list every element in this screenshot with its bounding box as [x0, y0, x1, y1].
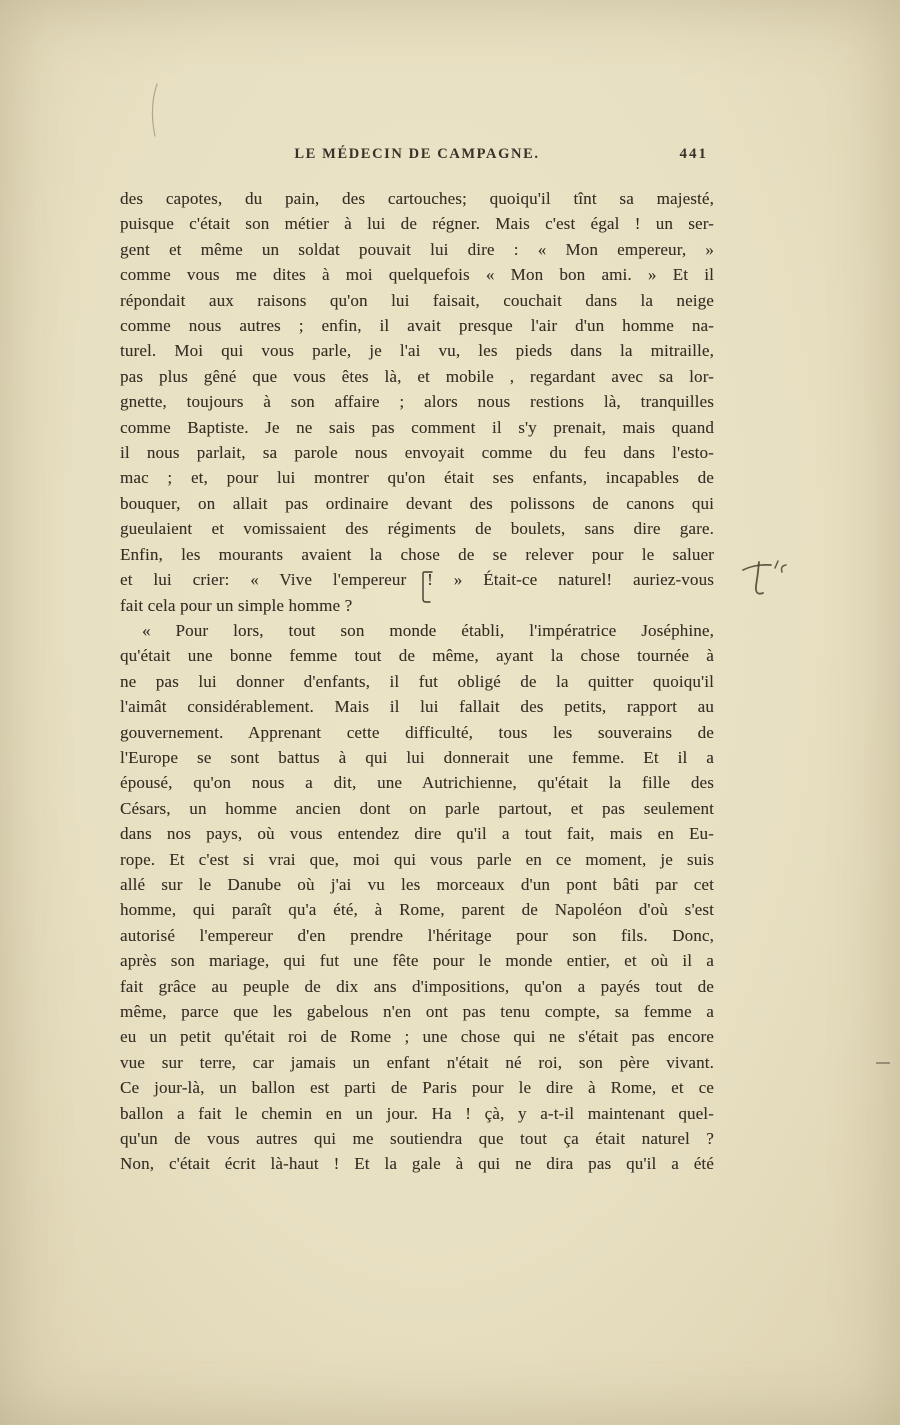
- text-line: Enfin, les mourants avaient la chose de se relever pour le saluer: [120, 544, 714, 564]
- text-line: des capotes, du pain, des cartouches; quoiqu'il tînt sa majesté,: [120, 189, 714, 208]
- paragraph: [120, 186, 714, 618]
- text-line: dans nos pays, où vous entendez dire qu'il a tout fait, mais en Eu-: [120, 824, 714, 844]
- text-line: comme Baptiste. Je ne sais pas comment il s'y prenait, mais quand: [120, 417, 714, 437]
- text-line: turel. Moi qui vous parle, je l'ai vu, les pieds dans la mitraille,: [120, 341, 714, 361]
- handwritten-margin-mark: [733, 556, 789, 608]
- scan-artifact-mark: [143, 80, 163, 140]
- text-line: fait cela pour un simple homme ?: [120, 595, 353, 615]
- text-line: Césars, un homme ancien dont on parle partout, et pas seulement: [120, 798, 714, 818]
- text-line: il nous parlait, sa parole nous envoyait comme du feu dans l'esto-: [120, 443, 714, 463]
- text-line: comme vous me dites à moi quelquefois « Mon bon ami. » Et il: [120, 265, 714, 285]
- text-line: gueulaient et vomissaient des régiments de boulets, sans dire gare.: [120, 519, 714, 539]
- text-line: épousé, qu'on nous a dit, une Autrichienne, qu'était la fille des: [120, 773, 714, 793]
- proof-bracket-mark: [420, 569, 436, 605]
- text-line: bouquer, on allait pas ordinaire devant des polissons de canons qui: [120, 493, 714, 513]
- text-line: même, parce que les gabelous n'en ont pas tenu compte, sa femme a: [120, 1002, 714, 1021]
- text-line: autorisé l'empereur d'en prendre l'héritage pour son fils. Donc,: [120, 925, 714, 945]
- text-line: pas plus gêné que vous êtes là, et mobile , regardant avec sa lor-: [120, 366, 714, 386]
- text-line: répondait aux raisons qu'on lui faisait, couchait dans la neige: [120, 290, 714, 310]
- text-line: Non, c'était écrit là-haut ! Et la gale à qui ne dira pas qu'il a été: [120, 1154, 714, 1174]
- text-line: qu'était une bonne femme tout de même, ayant la chose tournée à: [120, 646, 714, 666]
- text-line: l'Europe se sont battus à qui lui donnerait une femme. Et il a: [120, 747, 714, 767]
- text-line: « Pour lors, tout son monde établi, l'impératrice Joséphine,: [142, 620, 714, 640]
- text-line: homme, qui paraît qu'a été, à Rome, parent de Napoléon d'où s'est: [120, 900, 714, 920]
- text-line: mac ; et, pour lui montrer qu'on était ses enfants, incapables de: [120, 468, 714, 488]
- text-line: eu un petit qu'était roi de Rome ; une chose qui ne s'était pas encore: [120, 1027, 714, 1047]
- text-line: gnette, toujours à son affaire ; alors nous restions là, tranquilles: [120, 392, 714, 412]
- text-line: après son mariage, qui fut une fête pour le monde entier, et où il a: [120, 951, 714, 971]
- text-line: comme nous autres ; enfin, il avait presque l'air d'un homme na-: [120, 316, 714, 336]
- running-title: LE MÉDECIN DE CAMPAGNE.: [294, 146, 540, 162]
- page-number: 441: [679, 146, 708, 162]
- text-line: ne pas lui donner d'enfants, il fut obligé de la quitter quoiqu'il: [120, 671, 714, 691]
- text-line: fait grâce au peuple de dix ans d'impositions, qu'on a payés tout de: [120, 976, 714, 996]
- text-line: allé sur le Danube où j'ai vu les morceaux d'un pont bâti par cet: [120, 874, 714, 894]
- text-line: Ce jour-là, un ballon est parti de Paris pour le dire à Rome, et ce: [120, 1078, 714, 1098]
- margin-dash: [876, 1062, 890, 1064]
- text-block: [120, 186, 714, 1177]
- text-line: puisque c'était son métier à lui de régner. Mais c'est égal ! un ser-: [120, 214, 714, 234]
- page-header: [120, 146, 714, 168]
- text-line: et lui crier: « Vive l'empereur ! » Était-ce naturel! auriez-vous: [120, 570, 714, 590]
- text-line: qu'un de vous autres qui me soutiendra que tout ça était naturel ?: [120, 1129, 714, 1149]
- text-line: gouvernement. Apprenant cette difficulté, tous les souverains de: [120, 722, 714, 742]
- text-line: ballon a fait le chemin en un jour. Ha ! çà, y a-t-il maintenant quel-: [120, 1103, 714, 1123]
- text-line: vue sur terre, car jamais un enfant n'était né roi, son père vivant.: [120, 1052, 714, 1072]
- text-line: rope. Et c'est si vrai que, moi qui vous parle en ce moment, je suis: [120, 849, 714, 869]
- paragraph: [120, 618, 714, 1177]
- text-line: l'aimât considérablement. Mais il lui fallait des petits, rapport au: [120, 697, 714, 717]
- text-line: gent et même un soldat pouvait lui dire : « Mon empereur, »: [120, 239, 714, 259]
